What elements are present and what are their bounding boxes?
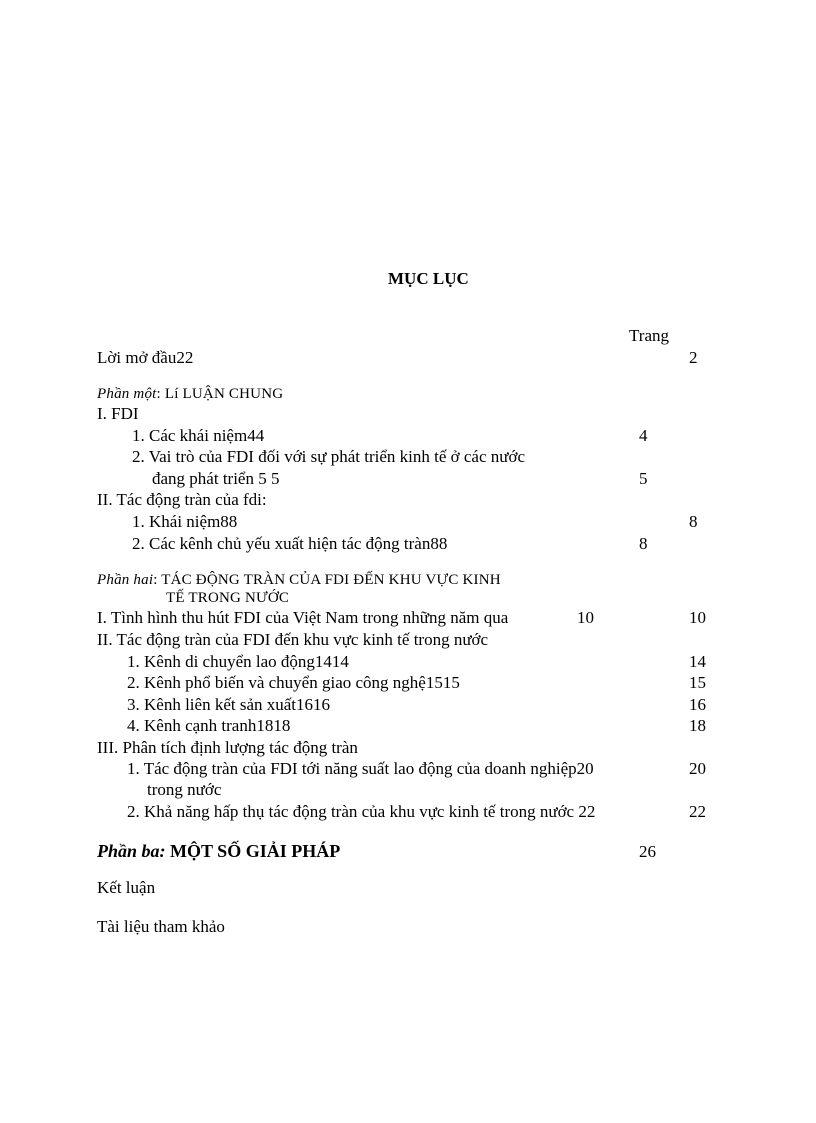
toc-entry-fdi-attraction: I. Tình hình thu hút FDI của Việt Nam trong những năm qua <box>97 608 509 627</box>
toc-page-number: 10 <box>577 608 594 627</box>
part-title: : Lí LUẬN CHUNG <box>156 386 284 402</box>
toc-page-number: 26 <box>639 842 656 861</box>
toc-section-spillover-domestic: II. Tác động tràn của FDI đến khu vực kinh tế trong nước <box>97 630 489 649</box>
toc-page-number: 4 <box>639 426 648 445</box>
toc-page-number: 20 <box>689 759 706 778</box>
part-label: Phần ba: <box>97 841 166 861</box>
toc-entry-absorption: 2. Khả năng hấp thụ tác động tràn của khu vực kinh tế trong nước 22 <box>127 802 596 821</box>
toc-entry-conclusion: Kết luận <box>97 878 156 897</box>
toc-entry-references: Tài liệu tham khảo <box>97 917 225 936</box>
toc-entry-spillover-channels: 2. Các kênh chủ yếu xuất hiện tác động tràn88 <box>132 534 448 553</box>
toc-part-two-heading-cont: TẾ TRONG NƯỚC <box>166 590 290 606</box>
toc-section-spillover: II. Tác động tràn của fdi: <box>97 490 267 509</box>
toc-section-fdi: I. FDI <box>97 404 139 423</box>
toc-entry-productivity: 1. Tác động tràn của FDI tới năng suất lao động của doanh nghiệp20 <box>127 759 594 778</box>
toc-page-number: 14 <box>689 652 706 671</box>
toc-page-number: 10 <box>689 608 706 627</box>
toc-page-number: 16 <box>689 695 706 714</box>
toc-page-number: 22 <box>689 802 706 821</box>
toc-page-number: 18 <box>689 716 706 735</box>
toc-title: MỤC LỤC <box>388 269 469 288</box>
part-label: Phần hai <box>97 572 154 588</box>
toc-entry-productivity-cont: trong nước <box>147 780 222 799</box>
toc-entry-role-of-fdi: 2. Vai trò của FDI đối với sự phát triển kinh tế ở các nước <box>132 447 526 466</box>
toc-page-number: 2 <box>689 348 698 367</box>
toc-entry-technology-channel: 2. Kênh phổ biến và chuyển giao công nghệ1515 <box>127 673 460 692</box>
part-label: Phần một <box>97 386 157 402</box>
toc-entry-introduction: Lời mở đầu22 <box>97 348 194 367</box>
toc-section-quantitative: III. Phân tích định lượng tác động tràn <box>97 738 358 757</box>
toc-page-number: 15 <box>689 673 706 692</box>
toc-entry-concepts: 1. Các khái niệm44 <box>132 426 265 445</box>
toc-part-one-heading <box>97 384 283 404</box>
toc-entry-competition-channel: 4. Kênh cạnh tranh1818 <box>127 716 291 735</box>
toc-page-number: 5 <box>639 469 648 488</box>
page-column-label: Trang <box>629 326 669 345</box>
toc-entry-labor-channel: 1. Kênh di chuyển lao động1414 <box>127 652 349 671</box>
toc-entry-spillover-concept: 1. Khái niệm88 <box>132 512 238 531</box>
toc-part-three-heading <box>97 841 340 861</box>
toc-entry-role-of-fdi-cont: đang phát triển 5 5 <box>152 469 280 488</box>
part-title: : TÁC ĐỘNG TRÀN CỦA FDI ĐẾN KHU VỰC KINH <box>153 572 501 588</box>
toc-page-number: 8 <box>689 512 698 531</box>
part-title: MỘT SỐ GIẢI PHÁP <box>165 841 341 861</box>
toc-page-number: 8 <box>639 534 648 553</box>
toc-part-two-heading <box>97 570 501 590</box>
toc-entry-production-channel: 3. Kênh liên kết sản xuất1616 <box>127 695 331 714</box>
